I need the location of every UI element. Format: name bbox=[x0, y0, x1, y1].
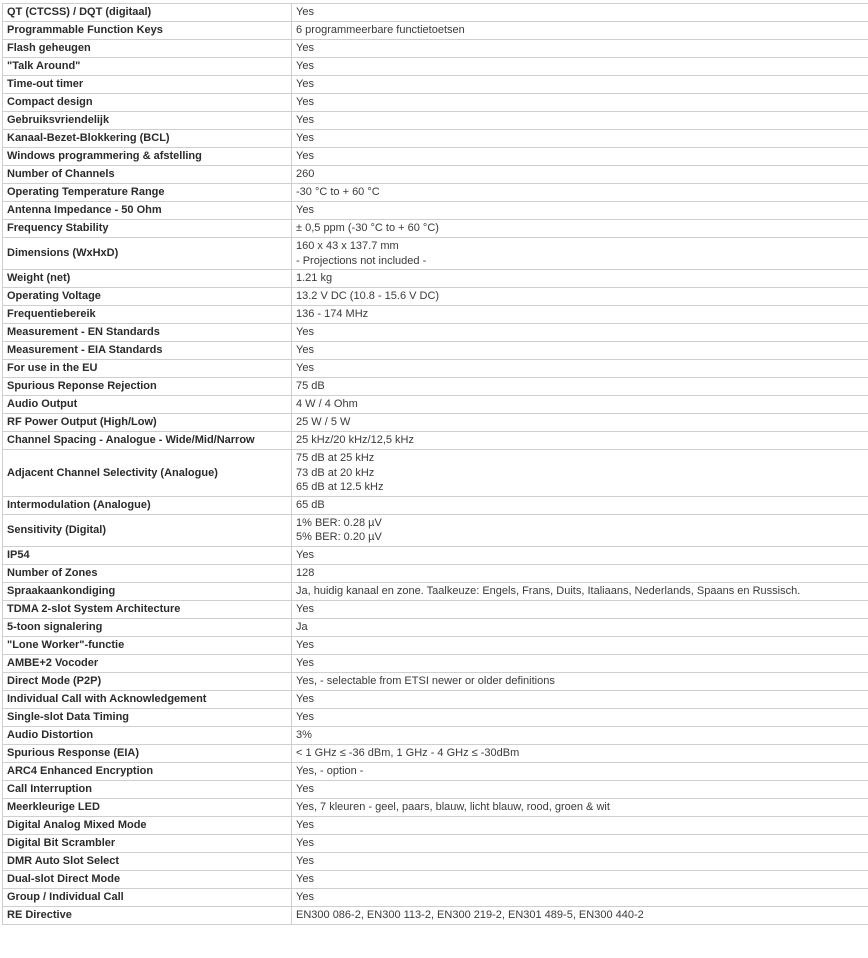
spec-row bbox=[3, 780, 868, 798]
spec-value bbox=[292, 618, 868, 636]
spec-label: Measurement - EN Standards bbox=[3, 324, 292, 342]
spec-value bbox=[292, 600, 868, 618]
spec-value bbox=[292, 342, 868, 360]
spec-row bbox=[3, 238, 868, 270]
spec-value bbox=[292, 220, 868, 238]
spec-row bbox=[3, 514, 868, 546]
spec-row bbox=[3, 148, 868, 166]
specifications-table bbox=[2, 3, 868, 925]
spec-label: Group / Individual Call bbox=[3, 888, 292, 906]
spec-value-line: 260 bbox=[296, 168, 315, 181]
spec-row bbox=[3, 618, 868, 636]
spec-row bbox=[3, 220, 868, 238]
spec-label: Spraakaankondiging bbox=[3, 582, 292, 600]
spec-value bbox=[292, 636, 868, 654]
spec-value-line: Yes bbox=[296, 710, 314, 723]
spec-value bbox=[292, 780, 868, 798]
spec-row bbox=[3, 600, 868, 618]
spec-row bbox=[3, 58, 868, 76]
spec-value-line: Yes bbox=[296, 818, 314, 831]
spec-value-line: Yes bbox=[296, 872, 314, 885]
spec-row bbox=[3, 414, 868, 432]
spec-label: Kanaal-Bezet-Blokkering (BCL) bbox=[3, 130, 292, 148]
spec-label: RE Directive bbox=[3, 906, 292, 924]
spec-row bbox=[3, 708, 868, 726]
spec-value-line: Yes bbox=[296, 6, 314, 19]
spec-value bbox=[292, 654, 868, 672]
spec-value bbox=[292, 798, 868, 816]
spec-row bbox=[3, 852, 868, 870]
spec-row bbox=[3, 306, 868, 324]
spec-label: Audio Distortion bbox=[3, 726, 292, 744]
spec-label: Operating Voltage bbox=[3, 288, 292, 306]
spec-label: Dual-slot Direct Mode bbox=[3, 870, 292, 888]
spec-row bbox=[3, 184, 868, 202]
spec-value-line: Yes bbox=[296, 96, 314, 109]
spec-value bbox=[292, 564, 868, 582]
spec-label: Direct Mode (P2P) bbox=[3, 672, 292, 690]
spec-value bbox=[292, 130, 868, 148]
spec-value bbox=[292, 888, 868, 906]
spec-value-line: Ja bbox=[296, 620, 308, 633]
spec-label: RF Power Output (High/Low) bbox=[3, 414, 292, 432]
spec-row bbox=[3, 432, 868, 450]
spec-value-line: 6 programmeerbare functietoetsen bbox=[296, 24, 465, 37]
spec-row bbox=[3, 564, 868, 582]
spec-row bbox=[3, 40, 868, 58]
spec-value bbox=[292, 514, 868, 546]
spec-value bbox=[292, 288, 868, 306]
spec-value bbox=[292, 708, 868, 726]
spec-value bbox=[292, 672, 868, 690]
spec-value bbox=[292, 432, 868, 450]
spec-value-line: 75 dB bbox=[296, 380, 325, 393]
spec-value-line: EN300 086-2, EN300 113-2, EN300 219-2, EN301 489-5, EN300 440-2 bbox=[296, 908, 644, 921]
spec-row bbox=[3, 450, 868, 497]
spec-value-line: Yes bbox=[296, 602, 314, 615]
spec-label: Number of Channels bbox=[3, 166, 292, 184]
spec-value bbox=[292, 582, 868, 600]
spec-label: Frequency Stability bbox=[3, 220, 292, 238]
spec-value-line: 13.2 V DC (10.8 - 15.6 V DC) bbox=[296, 290, 440, 303]
spec-label: QT (CTCSS) / DQT (digitaal) bbox=[3, 4, 292, 22]
spec-row bbox=[3, 76, 868, 94]
spec-row bbox=[3, 4, 868, 22]
spec-row bbox=[3, 288, 868, 306]
spec-label: Sensitivity (Digital) bbox=[3, 514, 292, 546]
spec-value bbox=[292, 4, 868, 22]
spec-row bbox=[3, 324, 868, 342]
spec-label: For use in the EU bbox=[3, 360, 292, 378]
spec-label: Digital Analog Mixed Mode bbox=[3, 816, 292, 834]
spec-value-line: ± 0,5 ppm (-30 °C to + 60 °C) bbox=[296, 222, 439, 235]
spec-value bbox=[292, 396, 868, 414]
spec-row bbox=[3, 888, 868, 906]
spec-row bbox=[3, 166, 868, 184]
spec-label: Compact design bbox=[3, 94, 292, 112]
spec-value-line: Yes bbox=[296, 204, 314, 217]
spec-label: ARC4 Enhanced Encryption bbox=[3, 762, 292, 780]
spec-row bbox=[3, 496, 868, 514]
spec-label: Flash geheugen bbox=[3, 40, 292, 58]
spec-value-line: Yes bbox=[296, 548, 314, 561]
spec-row bbox=[3, 762, 868, 780]
spec-value-line: Yes, - selectable from ETSI newer or older definitions bbox=[296, 674, 555, 687]
spec-value-line: 65 dB bbox=[296, 498, 325, 511]
spec-value-line: 128 bbox=[296, 566, 315, 579]
spec-label: Weight (net) bbox=[3, 270, 292, 288]
spec-value bbox=[292, 148, 868, 166]
spec-row bbox=[3, 636, 868, 654]
spec-row bbox=[3, 360, 868, 378]
spec-value bbox=[292, 202, 868, 220]
spec-value bbox=[292, 58, 868, 76]
spec-label: Number of Zones bbox=[3, 564, 292, 582]
spec-row bbox=[3, 378, 868, 396]
spec-label: Frequentiebereik bbox=[3, 306, 292, 324]
spec-label: TDMA 2-slot System Architecture bbox=[3, 600, 292, 618]
spec-row bbox=[3, 744, 868, 762]
spec-label: Single-slot Data Timing bbox=[3, 708, 292, 726]
spec-value-line: Yes bbox=[296, 890, 314, 903]
spec-row bbox=[3, 94, 868, 112]
spec-value-line: Yes, - option - bbox=[296, 764, 364, 777]
spec-value bbox=[292, 112, 868, 130]
spec-value-line: Yes bbox=[296, 638, 314, 651]
spec-value bbox=[292, 546, 868, 564]
spec-value-line: Yes bbox=[296, 150, 314, 163]
spec-value-line: Yes bbox=[296, 326, 314, 339]
spec-label: Meerkleurige LED bbox=[3, 798, 292, 816]
spec-value-line: 136 - 174 MHz bbox=[296, 308, 369, 321]
spec-label: Digital Bit Scrambler bbox=[3, 834, 292, 852]
spec-row bbox=[3, 22, 868, 40]
spec-value bbox=[292, 744, 868, 762]
spec-label: Windows programmering & afstelling bbox=[3, 148, 292, 166]
spec-label: Antenna Impedance - 50 Ohm bbox=[3, 202, 292, 220]
spec-value bbox=[292, 360, 868, 378]
spec-value-line: Yes, 7 kleuren - geel, paars, blauw, licht blauw, rood, groen & wit bbox=[296, 800, 610, 813]
spec-value-line: 1.21 kg bbox=[296, 272, 333, 285]
specifications-table-body bbox=[3, 4, 868, 925]
spec-value-line: 65 dB at 12.5 kHz bbox=[296, 481, 384, 493]
spec-value bbox=[292, 184, 868, 202]
spec-row bbox=[3, 690, 868, 708]
spec-row bbox=[3, 798, 868, 816]
spec-value bbox=[292, 270, 868, 288]
spec-label: Audio Output bbox=[3, 396, 292, 414]
spec-row bbox=[3, 582, 868, 600]
spec-value bbox=[292, 324, 868, 342]
spec-label: IP54 bbox=[3, 546, 292, 564]
spec-row bbox=[3, 130, 868, 148]
spec-value bbox=[292, 816, 868, 834]
spec-value-line: - Projections not included - bbox=[296, 254, 427, 267]
spec-value bbox=[292, 870, 868, 888]
spec-label: Channel Spacing - Analogue - Wide/Mid/Narrow bbox=[3, 432, 292, 450]
spec-value-line: 25 kHz/20 kHz/12,5 kHz bbox=[296, 434, 414, 447]
spec-value-line: Yes bbox=[296, 692, 314, 705]
spec-row bbox=[3, 546, 868, 564]
spec-value-line: Yes bbox=[296, 78, 314, 91]
spec-value bbox=[292, 496, 868, 514]
spec-value-line: < 1 GHz ≤ -36 dBm, 1 GHz - 4 GHz ≤ -30dBm bbox=[296, 746, 520, 759]
spec-value-line: Yes bbox=[296, 656, 314, 669]
spec-value-line: 1% BER: 0.28 µV bbox=[296, 516, 382, 529]
spec-label: Intermodulation (Analogue) bbox=[3, 496, 292, 514]
spec-label: "Talk Around" bbox=[3, 58, 292, 76]
spec-value-line: Yes bbox=[296, 344, 314, 357]
spec-value-line: Yes bbox=[296, 60, 314, 73]
spec-row bbox=[3, 202, 868, 220]
spec-value-line: 3% bbox=[296, 728, 312, 741]
spec-label: Operating Temperature Range bbox=[3, 184, 292, 202]
spec-value-line: Yes bbox=[296, 114, 314, 127]
spec-row bbox=[3, 870, 868, 888]
spec-value bbox=[292, 378, 868, 396]
spec-row bbox=[3, 816, 868, 834]
spec-label: Adjacent Channel Selectivity (Analogue) bbox=[3, 450, 292, 497]
spec-value bbox=[292, 166, 868, 184]
spec-label: Gebruiksvriendelijk bbox=[3, 112, 292, 130]
spec-value-line: Yes bbox=[296, 782, 314, 795]
spec-row bbox=[3, 726, 868, 744]
spec-row bbox=[3, 112, 868, 130]
spec-value-line: 160 x 43 x 137.7 mm bbox=[296, 240, 399, 252]
spec-row bbox=[3, 834, 868, 852]
spec-value bbox=[292, 76, 868, 94]
spec-label: Individual Call with Acknowledgement bbox=[3, 690, 292, 708]
spec-row bbox=[3, 654, 868, 672]
spec-label: Dimensions (WxHxD) bbox=[3, 238, 292, 270]
spec-label: AMBE+2 Vocoder bbox=[3, 654, 292, 672]
spec-label: Programmable Function Keys bbox=[3, 22, 292, 40]
spec-value bbox=[292, 414, 868, 432]
spec-value bbox=[292, 238, 868, 270]
spec-label: "Lone Worker"-functie bbox=[3, 636, 292, 654]
spec-value bbox=[292, 94, 868, 112]
spec-value-line: Yes bbox=[296, 836, 314, 849]
spec-value bbox=[292, 40, 868, 58]
spec-value bbox=[292, 834, 868, 852]
spec-label: Measurement - EIA Standards bbox=[3, 342, 292, 360]
spec-row bbox=[3, 396, 868, 414]
spec-row bbox=[3, 342, 868, 360]
spec-label: 5-toon signalering bbox=[3, 618, 292, 636]
spec-label: Call Interruption bbox=[3, 780, 292, 798]
spec-label: DMR Auto Slot Select bbox=[3, 852, 292, 870]
spec-value bbox=[292, 306, 868, 324]
spec-value bbox=[292, 22, 868, 40]
spec-value bbox=[292, 450, 868, 497]
spec-value-line: 25 W / 5 W bbox=[296, 416, 351, 429]
spec-row bbox=[3, 270, 868, 288]
spec-row bbox=[3, 906, 868, 924]
spec-value bbox=[292, 726, 868, 744]
spec-row bbox=[3, 672, 868, 690]
spec-label: Spurious Response (EIA) bbox=[3, 744, 292, 762]
spec-value-line: -30 °C to + 60 °C bbox=[296, 186, 380, 199]
spec-value-line: Yes bbox=[296, 854, 314, 867]
spec-value-line: 73 dB at 20 kHz bbox=[296, 466, 375, 479]
spec-value bbox=[292, 906, 868, 924]
spec-value-line: 4 W / 4 Ohm bbox=[296, 398, 358, 411]
spec-value-line: 75 dB at 25 kHz bbox=[296, 452, 375, 464]
spec-value-line: Yes bbox=[296, 362, 314, 375]
spec-label: Spurious Reponse Rejection bbox=[3, 378, 292, 396]
spec-value-line: Yes bbox=[296, 132, 314, 145]
spec-value bbox=[292, 762, 868, 780]
spec-value-line: Yes bbox=[296, 42, 314, 55]
spec-value-line: Ja, huidig kanaal en zone. Taalkeuze: Engels, Frans, Duits, Italiaans, Nederlands, Spaans en Russisch. bbox=[296, 584, 801, 597]
spec-value-line: 5% BER: 0.20 µV bbox=[296, 531, 382, 543]
spec-value bbox=[292, 690, 868, 708]
spec-value bbox=[292, 852, 868, 870]
spec-label: Time-out timer bbox=[3, 76, 292, 94]
